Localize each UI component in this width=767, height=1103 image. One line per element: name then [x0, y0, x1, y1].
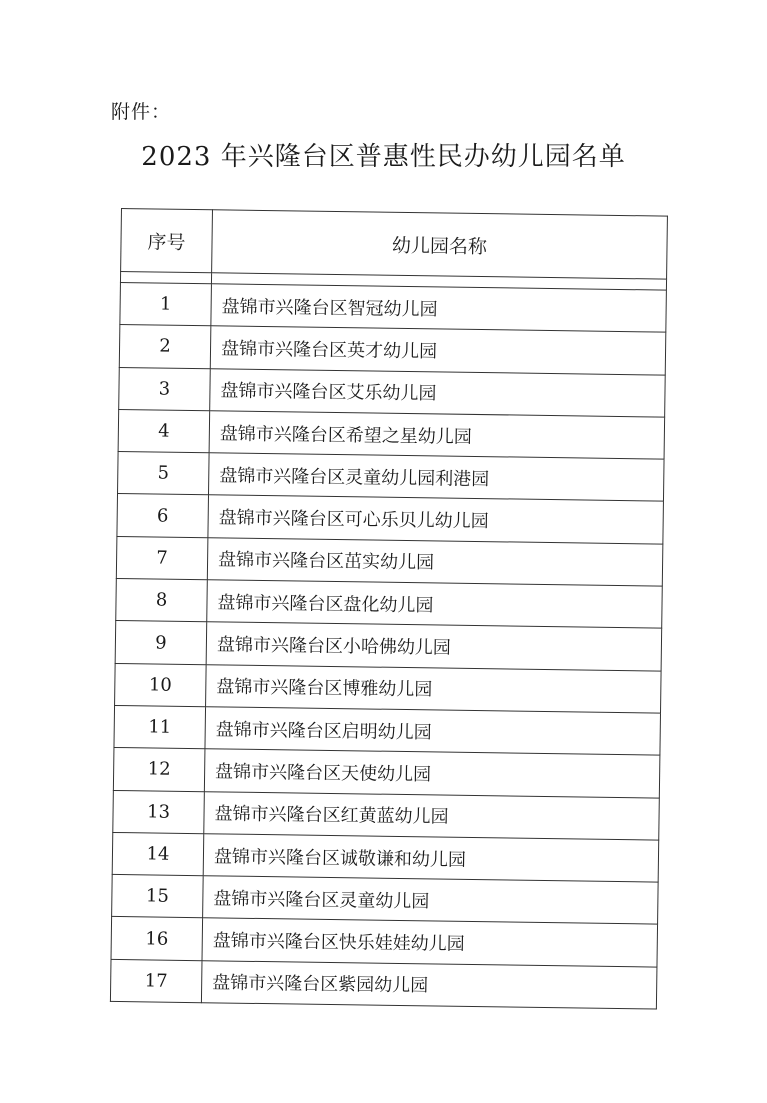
row-number: 6 — [117, 494, 209, 538]
row-number: 7 — [116, 536, 208, 580]
table-row — [111, 917, 658, 967]
kindergarten-name: 盘锦市兴隆台区希望之星幼儿园 — [209, 411, 665, 460]
kindergarten-name: 盘锦市兴隆台区启明幼儿园 — [205, 707, 661, 756]
kindergarten-name: 盘锦市兴隆台区茁实幼儿园 — [207, 538, 663, 587]
table-row — [119, 325, 666, 375]
kindergarten-name: 盘锦市兴隆台区快乐娃娃幼儿园 — [202, 918, 658, 967]
kindergarten-name: 盘锦市兴隆台区诚敬谦和幼儿园 — [203, 834, 659, 883]
kindergarten-name: 盘锦市兴隆台区智冠幼儿园 — [211, 284, 667, 333]
attachment-label: 附件： — [111, 101, 172, 123]
kindergarten-name: 盘锦市兴隆台区红黄蓝幼儿园 — [204, 791, 660, 840]
table-row — [112, 832, 659, 882]
row-number: 3 — [119, 367, 211, 411]
table-row — [116, 536, 663, 586]
table-row — [115, 621, 662, 671]
table-row — [117, 494, 664, 544]
kindergarten-name: 盘锦市兴隆台区博雅幼儿园 — [206, 664, 662, 713]
row-number: 14 — [112, 832, 204, 876]
document-title: 2023 年兴隆台区普惠性民办幼儿园名单 — [141, 142, 626, 172]
row-number: 15 — [112, 875, 204, 919]
row-number: 17 — [110, 959, 202, 1003]
row-number: 4 — [118, 409, 210, 453]
table-row — [113, 748, 660, 798]
table-row — [113, 790, 660, 840]
table-row — [120, 282, 667, 332]
kindergarten-name: 盘锦市兴隆台区紫园幼儿园 — [201, 960, 657, 1009]
table-header-row — [121, 209, 668, 280]
header-number: 序号 — [121, 209, 213, 273]
row-number: 12 — [113, 748, 205, 792]
row-number: 5 — [118, 452, 210, 496]
table-row — [115, 663, 662, 713]
table-row — [119, 367, 666, 417]
row-number: 8 — [116, 579, 208, 623]
row-number: 13 — [113, 790, 205, 834]
table-row — [114, 705, 661, 755]
kindergarten-name: 盘锦市兴隆台区天使幼儿园 — [204, 749, 660, 798]
row-number: 9 — [115, 621, 207, 665]
table-row — [110, 959, 657, 1009]
table-row — [118, 409, 665, 459]
kindergarten-name: 盘锦市兴隆台区可心乐贝儿幼儿园 — [208, 495, 664, 544]
header-name: 幼儿园名称 — [212, 210, 668, 279]
kindergarten-name: 盘锦市兴隆台区小哈佛幼儿园 — [206, 622, 662, 671]
table-row — [112, 875, 659, 925]
kindergarten-name: 盘锦市兴隆台区灵童幼儿园 — [203, 876, 659, 925]
kindergarten-name: 盘锦市兴隆台区艾乐幼儿园 — [210, 368, 666, 417]
kindergarten-table — [110, 208, 668, 1011]
table-row — [116, 579, 663, 629]
table-row — [118, 452, 665, 502]
kindergarten-name: 盘锦市兴隆台区英才幼儿园 — [210, 326, 666, 375]
kindergarten-name: 盘锦市兴隆台区灵童幼儿园利港园 — [208, 453, 664, 502]
row-number: 1 — [120, 282, 212, 326]
kindergarten-name: 盘锦市兴隆台区盘化幼儿园 — [207, 580, 663, 629]
row-number: 2 — [119, 325, 211, 369]
row-number: 10 — [115, 663, 207, 707]
row-number: 11 — [114, 705, 206, 749]
row-number: 16 — [111, 917, 203, 961]
